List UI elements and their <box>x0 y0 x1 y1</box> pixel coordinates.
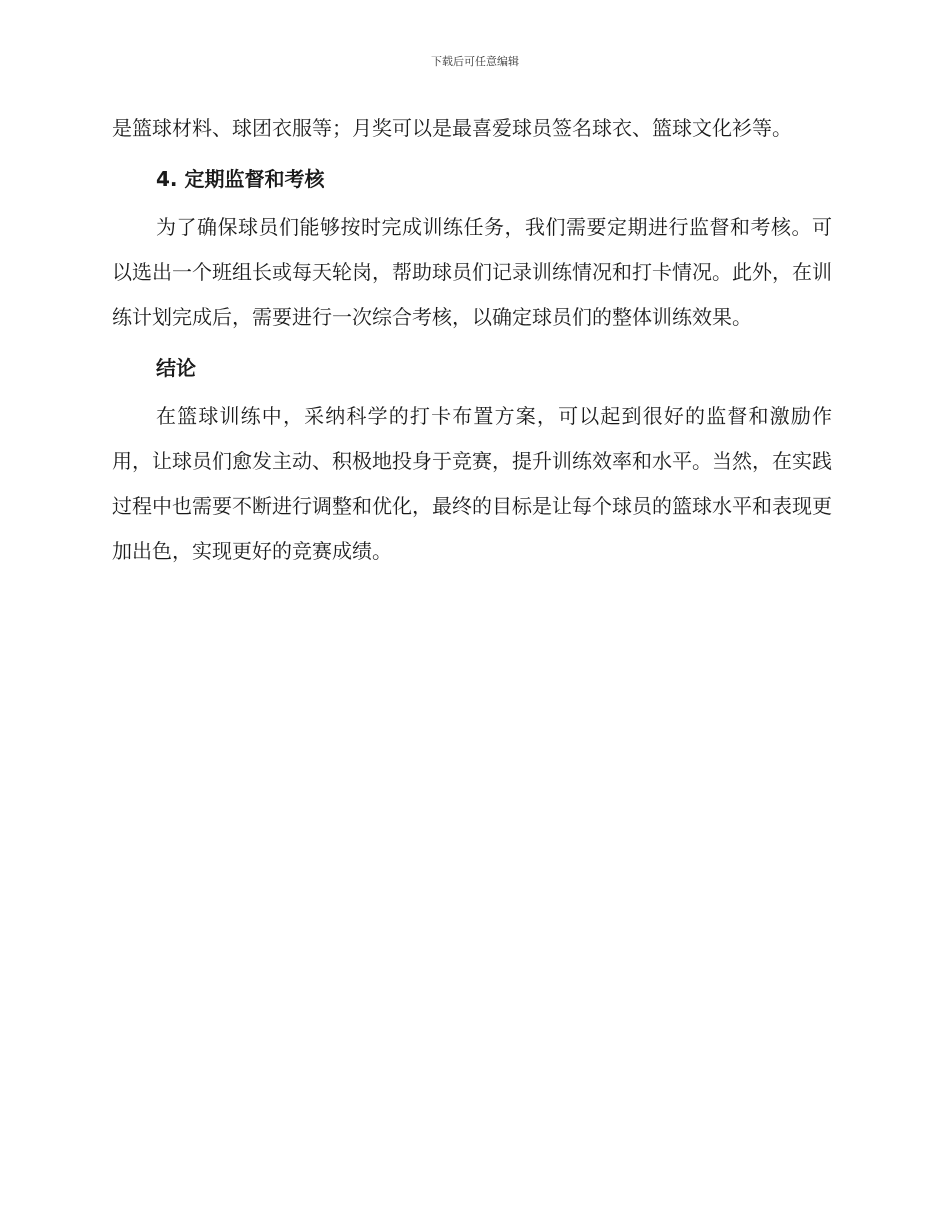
section-4-paragraph: 为了确保球员们能够按时完成训练任务，我们需要定期进行监督和考核。可以选出一个班组长或每天轮岗，帮助球员们记录训练情况和打卡情况。此外，在训练计划完成后，需要进行一次综合考核，以确定球员们的整体训练效果。 <box>112 215 832 329</box>
page-header: 下载后可任意编辑 <box>431 55 519 68</box>
section-4-heading: 4. 定期监督和考核 <box>156 167 325 191</box>
document-body <box>112 106 832 574</box>
conclusion-paragraph: 在篮球训练中，采纳科学的打卡布置方案，可以起到很好的监督和激励作用，让球员们愈发主动、积极地投身于竞赛，提升训练效率和水平。当然，在实践过程中也需要不断进行调整和优化，最终的目标是让每个球员的篮球水平和表现更加出色，实现更好的竞赛成绩。 <box>112 404 832 563</box>
intro-tail-paragraph: 是篮球材料、球团衣服等；月奖可以是最喜爱球员签名球衣、篮球文化衫等。 <box>112 116 792 140</box>
conclusion-heading: 结论 <box>156 356 196 380</box>
